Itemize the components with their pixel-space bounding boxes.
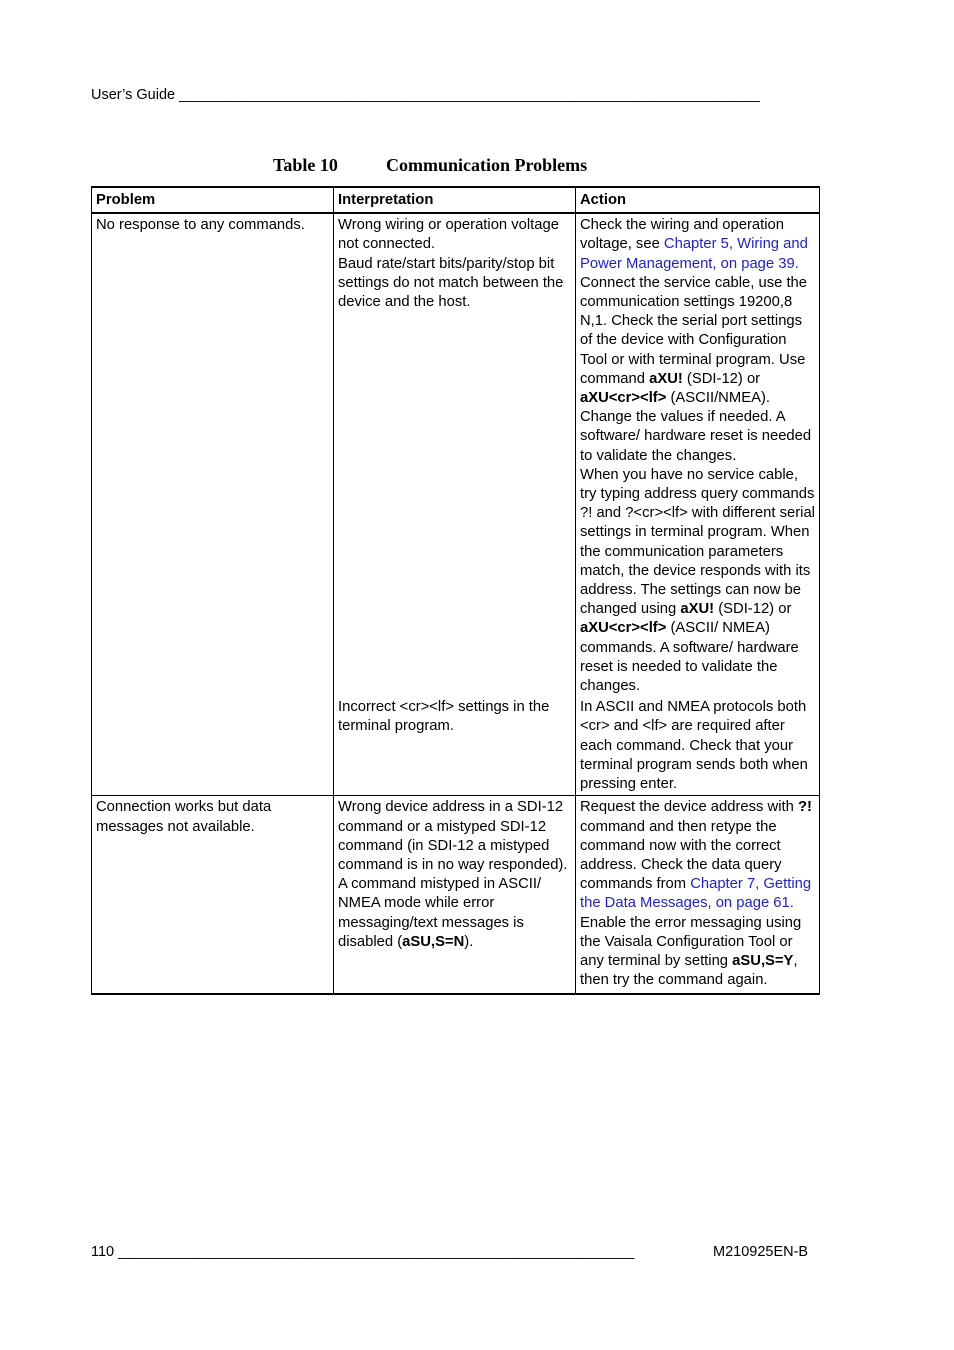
command-text: aSU,S=N bbox=[402, 933, 465, 950]
command-text: aXU! bbox=[649, 370, 683, 387]
interpretation-text: A command mistyped in ASCII/ NMEA mode while error messaging/text messages is disabled (aSU,S=N). bbox=[338, 876, 542, 950]
table-title: Communication Problems bbox=[386, 155, 588, 175]
communication-problems-table bbox=[91, 186, 820, 995]
problem-cell: No response to any commands. bbox=[92, 213, 334, 796]
command-text: aXU<cr><lf> bbox=[580, 390, 667, 407]
command-text: aXU<cr><lf> bbox=[580, 620, 667, 637]
column-header-action: Action bbox=[576, 187, 820, 213]
page-number: 110 ________________________________________________________________ bbox=[91, 1244, 635, 1260]
running-header: User’s Guide ________________________________________________________________________ bbox=[91, 87, 760, 103]
table-number: Table 10 bbox=[273, 155, 338, 175]
problem-cell: Connection works but data messages not available. bbox=[92, 796, 334, 995]
table-header-row bbox=[92, 187, 820, 213]
command-text: ?! bbox=[797, 799, 812, 816]
table-row bbox=[92, 213, 820, 697]
column-header-problem: Problem bbox=[92, 187, 334, 213]
command-text: aSU,S=Y bbox=[732, 952, 794, 969]
interpretation-text: Baud rate/start bits/parity/stop bit settings do not match between the device and the host. bbox=[338, 255, 564, 311]
action-cell bbox=[576, 213, 820, 697]
interpretation-cell: Incorrect <cr><lf> settings in the terminal program. bbox=[334, 697, 576, 796]
action-paragraph: Request the device address with ?! command and then retype the command now with the correct address. Check the data query commands from Chapter 7, Getting the Data Messages, on page 61. bbox=[580, 799, 812, 912]
chapter-7-link[interactable]: Chapter 7, Getting the Data Messages, on page 61 bbox=[580, 876, 812, 912]
interpretation-text: Wrong device address in a SDI-12 command or a mistyped SDI-12 command (in SDI-12 a mistyped command is in no way responded). bbox=[338, 799, 568, 873]
action-cell bbox=[576, 796, 820, 995]
action-paragraph: When you have no service cable, try typing address query commands ?! and ?<cr><lf> with different serial settings in terminal program. When the communication parameters match, the device responds with its address. The settings can now be changed using aXU! (SDI-12) or aXU<cr><lf> (ASCII/ NMEA) commands. A software/ hardware reset is needed to validate the changes. bbox=[580, 466, 815, 695]
column-header-interpretation: Interpretation bbox=[334, 187, 576, 213]
table-caption bbox=[273, 154, 587, 176]
document-id: M210925EN-B bbox=[713, 1244, 809, 1260]
action-paragraph: Check the wiring and operation voltage, see Chapter 5, Wiring and Power Management, on page 39. bbox=[580, 217, 808, 272]
interpretation-cell bbox=[334, 213, 576, 697]
interpretation-cell bbox=[334, 796, 576, 995]
action-paragraph: Connect the service cable, use the communication settings 19200,8 N,1. Check the serial port settings of the device with Configuration Tool or with terminal program. Use command aXU! (SDI-12) or aXU<cr><lf> (ASCII/NMEA). Change the values if needed. A software/ hardware reset is needed to validate the changes. bbox=[580, 274, 812, 464]
action-paragraph: Enable the error messaging using the Vaisala Configuration Tool or any terminal by setting aSU,S=Y, then try the command again. bbox=[580, 914, 802, 989]
interpretation-text: Wrong wiring or operation voltage not connected. bbox=[338, 217, 559, 253]
table-row bbox=[92, 796, 820, 995]
command-text: aXU! bbox=[680, 601, 715, 618]
action-cell: In ASCII and NMEA protocols both <cr> and <lf> are required after each command. Check that your terminal program sends both when pressing enter. bbox=[576, 697, 820, 796]
chapter-5-link[interactable]: Chapter 5, Wiring and Power Management, on page 39. bbox=[580, 236, 808, 272]
